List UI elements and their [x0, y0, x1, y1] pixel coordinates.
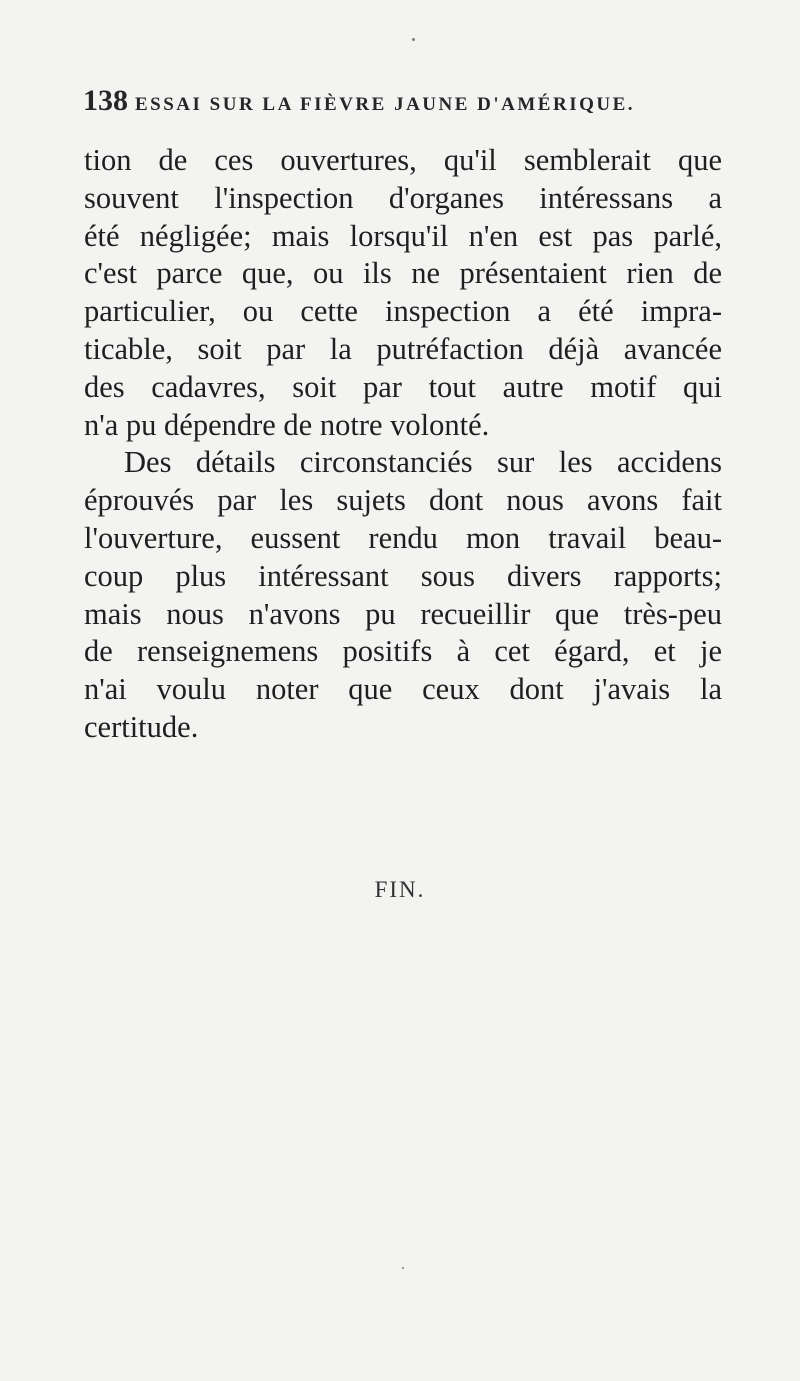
- text-line: de renseignemens positifs à cet égard, et je: [84, 634, 722, 669]
- text-line: mais nous n'avons pu recueillir que très-peu: [84, 596, 722, 631]
- page-number: 138: [83, 84, 128, 117]
- text-line: l'ouverture, eussent rendu mon travail beau-: [84, 520, 722, 555]
- text-line: éprouvés par les sujets dont nous avons fait: [84, 483, 722, 518]
- text-line: certitude.: [84, 709, 199, 744]
- text-line: particulier, ou cette inspection a été impra-: [84, 294, 722, 329]
- paper-speck: [412, 38, 415, 41]
- text-line: souvent l'inspection d'organes intéressans a: [84, 180, 722, 215]
- text-line: des cadavres, soit par tout autre motif qui: [84, 369, 722, 404]
- body-text: [84, 142, 722, 747]
- text-line: été négligée; mais lorsqu'il n'en est pas parlé,: [84, 218, 722, 253]
- text-line: ticable, soit par la putréfaction déjà avancée: [84, 331, 722, 366]
- text-line: coup plus intéressant sous divers rapports;: [84, 558, 722, 593]
- text-line: n'ai voulu noter que ceux dont j'avais la: [84, 672, 722, 707]
- paper-speck: [402, 1267, 404, 1269]
- text-line: n'a pu dépendre de notre volonté.: [84, 407, 490, 442]
- running-title: ESSAI SUR LA FIÈVRE JAUNE D'AMÉRIQUE.: [135, 94, 636, 115]
- fin-label: FIN.: [374, 877, 426, 902]
- text-line: c'est parce que, ou ils ne présentaient rien de: [84, 256, 722, 291]
- text-line: Des détails circonstanciés sur les accidens: [124, 445, 722, 480]
- text-line: tion de ces ouvertures, qu'il semblerait que: [84, 143, 722, 177]
- running-header: [83, 84, 723, 124]
